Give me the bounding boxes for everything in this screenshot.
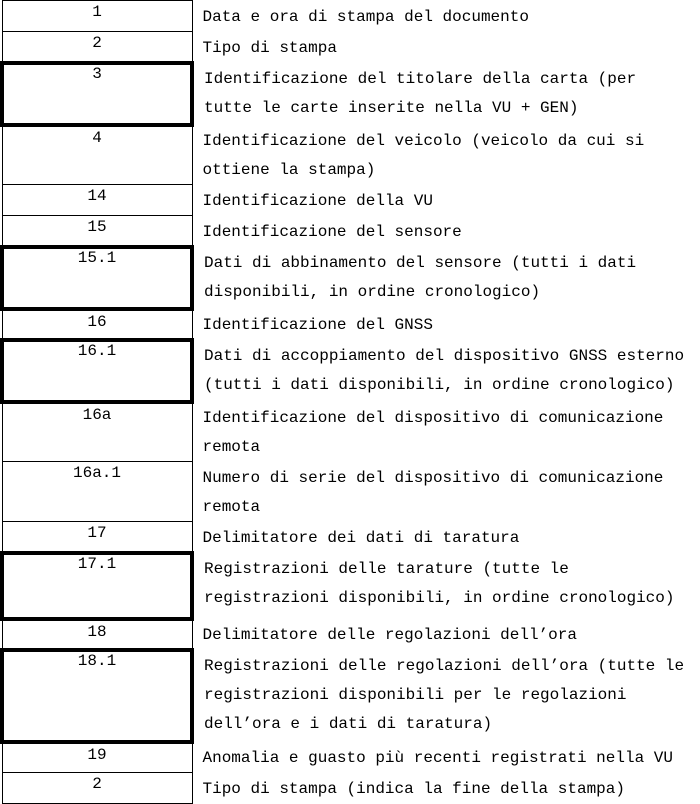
record-description-cell [192, 462, 698, 522]
record-description-cell [192, 742, 698, 773]
table-row [2, 185, 698, 216]
record-description-cell [192, 619, 698, 650]
description-line: Identificazione della VU [202, 191, 433, 210]
description-line: Delimitatore delle regolazioni dell’ora [202, 625, 577, 644]
table-row [2, 340, 698, 402]
record-description-cell [192, 1, 698, 32]
description-line: Tipo di stampa (indica la fine della stampa) [202, 779, 625, 798]
record-number-cell: 16a.1 [2, 462, 192, 522]
table-row [2, 63, 698, 125]
description-line: Identificazione del dispositivo di comunicazione [202, 408, 664, 427]
record-description-cell [192, 402, 698, 462]
record-description-cell [192, 309, 698, 340]
description-line: Tipo di stampa [202, 38, 337, 57]
record-description-cell [192, 125, 698, 185]
description-line: registrazioni disponibili per le regolazioni [204, 685, 627, 704]
table-row [2, 125, 698, 185]
record-number-cell: 16.1 [2, 340, 192, 402]
table-row [2, 462, 698, 522]
record-number-cell: 18.1 [2, 650, 192, 742]
description-line: tutte le carte inserite nella VU + GEN) [204, 98, 579, 117]
record-description-cell [192, 340, 698, 402]
record-number-cell: 2 [2, 32, 192, 63]
record-number-cell: 14 [2, 185, 192, 216]
description-line: ottiene la stampa) [202, 160, 376, 179]
description-line: Identificazione del sensore [202, 222, 462, 241]
description-line: remota [202, 437, 261, 456]
record-description-cell [192, 650, 698, 742]
description-line: registrazioni disponibili, in ordine cronologico) [204, 588, 675, 607]
record-number-cell: 15 [2, 216, 192, 247]
description-line: dell’ora e i dati di taratura) [204, 714, 493, 733]
table-row [2, 619, 698, 650]
table-row [2, 1, 698, 32]
record-number-cell: 15.1 [2, 247, 192, 309]
table-row [2, 32, 698, 63]
description-line: Dati di accoppiamento del dispositivo GNSS esterno [204, 346, 685, 365]
record-description-cell [192, 63, 698, 125]
table-row [2, 742, 698, 773]
description-line: Numero di serie del dispositivo di comunicazione [202, 468, 664, 487]
table-row [2, 309, 698, 340]
table-row [2, 522, 698, 553]
description-line: Registrazioni delle regolazioni dell’ora (tutte le [204, 656, 685, 675]
table-row [2, 402, 698, 462]
description-line: Identificazione del veicolo (veicolo da cui si [202, 131, 645, 150]
record-number-cell: 18 [2, 619, 192, 650]
record-description-cell [192, 32, 698, 63]
record-description-cell [192, 247, 698, 309]
record-number-cell: 4 [2, 125, 192, 185]
record-description-cell [192, 216, 698, 247]
description-line: Delimitatore dei dati di taratura [202, 528, 520, 547]
description-line: (tutti i dati disponibili, in ordine cronologico) [204, 375, 675, 394]
record-description-cell [192, 553, 698, 619]
table-row [2, 553, 698, 619]
description-line: remota [202, 497, 261, 516]
description-line: Dati di abbinamento del sensore (tutti i dati [204, 253, 637, 272]
description-line: Identificazione del GNSS [202, 315, 433, 334]
record-number-cell: 3 [2, 63, 192, 125]
record-number-cell: 1 [2, 1, 192, 32]
record-number-cell: 16 [2, 309, 192, 340]
record-description-cell [192, 522, 698, 553]
description-line: Data e ora di stampa del documento [202, 7, 529, 26]
record-number-cell: 19 [2, 742, 192, 773]
table-row [2, 650, 698, 742]
description-line: Anomalia e guasto più recenti registrati nella VU [202, 748, 673, 767]
description-line: Identificazione del titolare della carta (per [204, 69, 637, 88]
table-body [2, 1, 698, 804]
record-description-cell [192, 185, 698, 216]
record-number-cell: 17 [2, 522, 192, 553]
description-line: disponibili, in ordine cronologico) [204, 282, 541, 301]
record-number-cell: 2 [2, 773, 192, 804]
record-number-cell: 16a [2, 402, 192, 462]
table-row [2, 247, 698, 309]
record-number-cell: 17.1 [2, 553, 192, 619]
description-line: Registrazioni delle tarature (tutte le [204, 559, 569, 578]
table-row [2, 216, 698, 247]
